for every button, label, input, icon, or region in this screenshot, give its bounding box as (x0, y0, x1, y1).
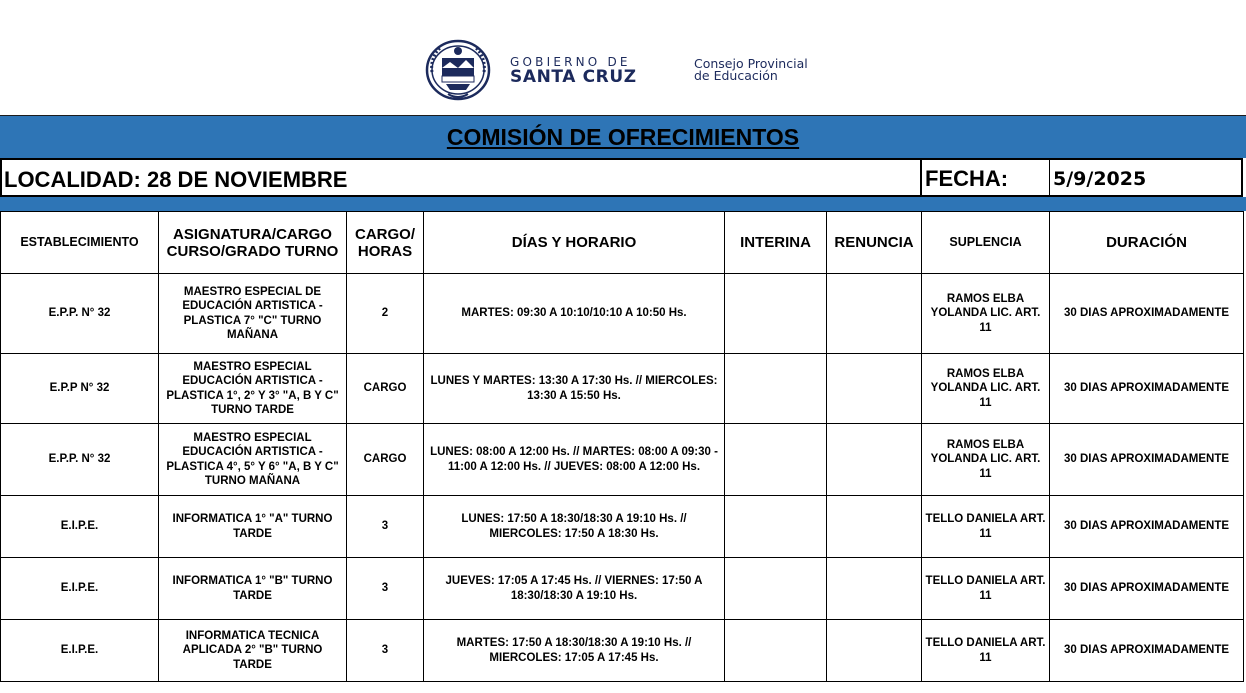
title-band (0, 116, 1246, 158)
consejo-line2: de Educación (694, 68, 778, 83)
cell-renuncia (827, 558, 922, 620)
cell-dias-horario: MARTES: 09:30 A 10:10/10:10 A 10:50 Hs. (424, 274, 725, 354)
cell-establecimiento: E.I.P.E. (1, 620, 159, 682)
cell-interina (725, 620, 827, 682)
cell-asignatura: MAESTRO ESPECIAL EDUCACIÓN ARTISTICA - PLASTICA 1°, 2° Y 3° "A, B Y C" TURNO TARDE (159, 354, 347, 424)
cell-duracion: 30 DIAS APROXIMADAMENTE (1050, 354, 1244, 424)
table-header-row (1, 212, 1244, 274)
header-asignatura: ASIGNATURA/CARGO CURSO/GRADO TURNO (159, 212, 347, 274)
ofrecimientos-table (0, 211, 1244, 682)
gobierno-logo-text (510, 55, 637, 86)
table-row (1, 354, 1244, 424)
cell-suplencia: TELLO DANIELA ART. 11 (922, 620, 1050, 682)
cell-duracion: 30 DIAS APROXIMADAMENTE (1050, 558, 1244, 620)
cell-duracion: 30 DIAS APROXIMADAMENTE (1050, 424, 1244, 496)
cell-establecimiento: E.P.P N° 32 (1, 354, 159, 424)
cell-establecimiento: E.P.P. N° 32 (1, 424, 159, 496)
cell-dias-horario: MARTES: 17:50 A 18:30/18:30 A 19:10 Hs. // MIERCOLES: 17:05 A 17:45 Hs. (424, 620, 725, 682)
table-row (1, 496, 1244, 558)
cell-asignatura: INFORMATICA 1° "A" TURNO TARDE (159, 496, 347, 558)
table-row (1, 620, 1244, 682)
header-suplencia: SUPLENCIA (922, 212, 1050, 274)
cell-asignatura: MAESTRO ESPECIAL DE EDUCACIÓN ARTISTICA - PLASTICA 7° "C" TURNO MAÑANA (159, 274, 347, 354)
cell-renuncia (827, 620, 922, 682)
cell-establecimiento: E.P.P. N° 32 (1, 274, 159, 354)
fecha-value: 5/9/2025 (1053, 168, 1147, 190)
localidad-cell (2, 160, 922, 195)
header-duracion: DURACIÓN (1050, 212, 1244, 274)
cell-renuncia (827, 274, 922, 354)
header-dias-horario: DÍAS Y HORARIO (424, 212, 725, 274)
cell-dias-horario: LUNES: 17:50 A 18:30/18:30 A 19:10 Hs. // MIERCOLES: 17:50 A 18:30 Hs. (424, 496, 725, 558)
fecha-value-cell (1050, 160, 1241, 195)
cell-dias-horario: LUNES: 08:00 A 12:00 Hs. // MARTES: 08:00 A 09:30 - 11:00 A 12:00 Hs. // JUEVES: 08:00 A 12:00 Hs. (424, 424, 725, 496)
cell-establecimiento: E.I.P.E. (1, 496, 159, 558)
consejo-line1: Consejo Provincial (694, 56, 808, 71)
cell-duracion: 30 DIAS APROXIMADAMENTE (1050, 496, 1244, 558)
gobierno-line1: GOBIERNO DE (510, 55, 631, 69)
cell-cargo-horas: 3 (347, 620, 424, 682)
cell-cargo-horas: 3 (347, 496, 424, 558)
cell-establecimiento: E.I.P.E. (1, 558, 159, 620)
cell-asignatura: INFORMATICA TECNICA APLICADA 2° "B" TURNO TARDE (159, 620, 347, 682)
cell-dias-horario: JUEVES: 17:05 A 17:45 Hs. // VIERNES: 17:50 A 18:30/18:30 A 19:10 Hs. (424, 558, 725, 620)
header-establecimiento: ESTABLECIMIENTO (1, 212, 159, 274)
cell-asignatura: INFORMATICA 1° "B" TURNO TARDE (159, 558, 347, 620)
cell-renuncia (827, 496, 922, 558)
cell-interina (725, 424, 827, 496)
cell-suplencia: RAMOS ELBA YOLANDA LIC. ART. 11 (922, 354, 1050, 424)
header-interina: INTERINA (725, 212, 827, 274)
localidad-row (0, 158, 1243, 197)
table-row (1, 274, 1244, 354)
cell-asignatura: MAESTRO ESPECIAL EDUCACIÓN ARTISTICA - PLASTICA 4°, 5° Y 6° "A, B Y C" TURNO MAÑANA (159, 424, 347, 496)
cell-duracion: 30 DIAS APROXIMADAMENTE (1050, 274, 1244, 354)
cell-duracion: 30 DIAS APROXIMADAMENTE (1050, 620, 1244, 682)
cell-suplencia: RAMOS ELBA YOLANDA LIC. ART. 11 (922, 274, 1050, 354)
header-cargo-horas: CARGO/ HORAS (347, 212, 424, 274)
table-row (1, 424, 1244, 496)
fecha-label: FECHA: (925, 166, 1009, 191)
cell-cargo-horas: 2 (347, 274, 424, 354)
cell-interina (725, 274, 827, 354)
santa-cruz-seal-icon (424, 38, 492, 102)
cell-renuncia (827, 424, 922, 496)
cell-interina (725, 496, 827, 558)
letterhead (0, 0, 1246, 116)
cell-suplencia: RAMOS ELBA YOLANDA LIC. ART. 11 (922, 424, 1050, 496)
gobierno-line2: SANTA CRUZ (510, 67, 637, 87)
cell-dias-horario: LUNES Y MARTES: 13:30 A 17:30 Hs. // MIERCOLES: 13:30 A 15:50 Hs. (424, 354, 725, 424)
fecha-label-cell (922, 160, 1050, 195)
cell-cargo-horas: 3 (347, 558, 424, 620)
cell-renuncia (827, 354, 922, 424)
localidad-text: LOCALIDAD: 28 DE NOVIEMBRE (4, 167, 348, 192)
consejo-logo-text (694, 58, 808, 82)
cell-interina (725, 354, 827, 424)
table-row (1, 558, 1244, 620)
separator-band (0, 197, 1246, 211)
cell-cargo-horas: CARGO (347, 424, 424, 496)
cell-cargo-horas: CARGO (347, 354, 424, 424)
header-renuncia: RENUNCIA (827, 212, 922, 274)
cell-suplencia: TELLO DANIELA ART. 11 (922, 558, 1050, 620)
cell-interina (725, 558, 827, 620)
page-title: COMISIÓN DE OFRECIMIENTOS (446, 124, 800, 150)
cell-suplencia: TELLO DANIELA ART. 11 (922, 496, 1050, 558)
